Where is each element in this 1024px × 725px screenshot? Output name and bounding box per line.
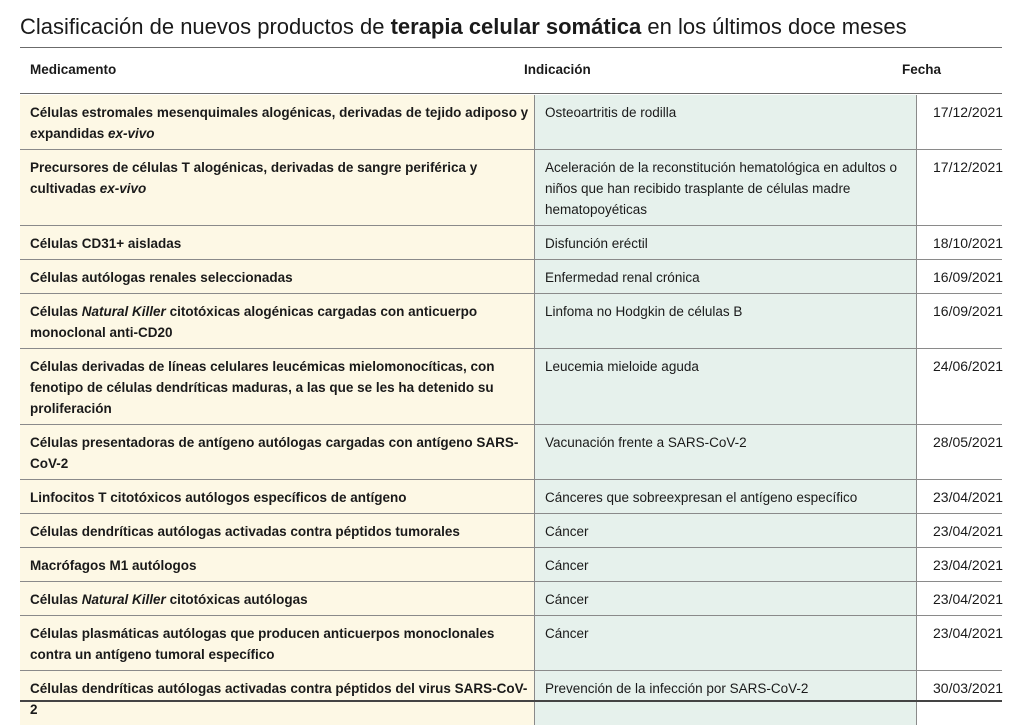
fecha-cell: 23/04/2021 <box>917 548 1003 582</box>
medicamento-text: Linfocitos T citotóxicos autólogos específicos de antígeno <box>30 490 407 505</box>
table-body <box>20 95 1002 725</box>
table-row <box>20 425 1002 480</box>
table-row <box>20 150 1002 226</box>
medicamento-text: Células dendríticas autólogas activadas contra péptidos tumorales <box>30 524 460 539</box>
medicamento-cell <box>20 425 535 480</box>
bottom-rule <box>20 700 1002 702</box>
indicacion-cell: Leucemia mieloide aguda <box>535 349 917 425</box>
fecha-cell: 28/05/2021 <box>917 425 1003 480</box>
header-rule <box>20 93 1002 94</box>
medicamento-text: Células presentadoras de antígeno autólogas cargadas con antígeno SARS-CoV-2 <box>30 435 518 471</box>
title-part2: en los últimos doce meses <box>641 14 906 39</box>
medicamento-cell <box>20 150 535 226</box>
medicamento-text: Células <box>30 304 82 319</box>
fecha-cell: 23/04/2021 <box>917 616 1003 671</box>
table-row <box>20 294 1002 349</box>
medicamento-cell <box>20 616 535 671</box>
indicacion-cell: Cáncer <box>535 548 917 582</box>
medicamento-cell <box>20 294 535 349</box>
indicacion-cell: Cáncer <box>535 616 917 671</box>
indicacion-cell: Disfunción eréctil <box>535 226 917 260</box>
medicamento-text: Células estromales mesenquimales alogénicas, derivadas de tejido adiposo y expandidas <box>30 105 528 141</box>
indicacion-cell: Linfoma no Hodgkin de células B <box>535 294 917 349</box>
medicamento-text: Células plasmáticas autólogas que producen anticuerpos monoclonales contra un antígeno tumoral específico <box>30 626 494 662</box>
medicamento-text: Células derivadas de líneas celulares leucémicas mielomonocíticas, con fenotipo de células dendríticas maduras, a las que se les ha detenido su proliferación <box>30 359 494 416</box>
table-row <box>20 226 1002 260</box>
fecha-cell: 24/06/2021 <box>917 349 1003 425</box>
fecha-cell: 17/12/2021 <box>917 95 1003 150</box>
medicamento-cell <box>20 95 535 150</box>
indicacion-cell: Enfermedad renal crónica <box>535 260 917 294</box>
table-row <box>20 671 1002 725</box>
fecha-cell: 23/04/2021 <box>917 514 1003 548</box>
header-indicacion: Indicación <box>524 62 591 77</box>
medicamento-cell <box>20 514 535 548</box>
indicacion-cell: Aceleración de la reconstitución hematológica en adultos o niños que han recibido trasplante de células madre hematopoyéticas <box>535 150 917 226</box>
header-fecha: Fecha <box>902 62 941 77</box>
table-row <box>20 514 1002 548</box>
top-rule <box>20 47 1002 48</box>
medicamento-cell <box>20 671 535 725</box>
medicamento-text: citotóxicas autólogas <box>166 592 308 607</box>
medicamento-cell <box>20 226 535 260</box>
medicamento-text: ex-vivo <box>108 126 155 141</box>
table-row <box>20 548 1002 582</box>
table-row <box>20 260 1002 294</box>
medicamento-cell <box>20 349 535 425</box>
table-row <box>20 95 1002 150</box>
medicamento-text: ex-vivo <box>100 181 147 196</box>
table-row <box>20 582 1002 616</box>
medicamento-text: Macrófagos M1 autólogos <box>30 558 197 573</box>
fecha-cell: 16/09/2021 <box>917 294 1003 349</box>
medicamento-text: Células dendríticas autólogas activadas contra péptidos del virus SARS-CoV-2 <box>30 681 527 717</box>
title-part1: Clasificación de nuevos productos de <box>20 14 391 39</box>
fecha-cell: 17/12/2021 <box>917 150 1003 226</box>
medicamento-cell <box>20 548 535 582</box>
fecha-cell: 18/10/2021 <box>917 226 1003 260</box>
indicacion-cell: Cáncer <box>535 514 917 548</box>
medicamento-text: Precursores de células T alogénicas, derivadas de sangre periférica y cultivadas <box>30 160 477 196</box>
medicamento-text: Células <box>30 592 82 607</box>
products-table <box>20 95 1002 725</box>
medicamento-text: Células autólogas renales seleccionadas <box>30 270 293 285</box>
title-bold: terapia celular somática <box>391 14 642 39</box>
indicacion-cell: Vacunación frente a SARS-CoV-2 <box>535 425 917 480</box>
medicamento-text: Células CD31+ aisladas <box>30 236 181 251</box>
indicacion-cell: Osteoartritis de rodilla <box>535 95 917 150</box>
fecha-cell: 30/03/2021 <box>917 671 1003 725</box>
medicamento-cell <box>20 260 535 294</box>
medicamento-cell <box>20 480 535 514</box>
indicacion-cell: Cánceres que sobreexpresan el antígeno específico <box>535 480 917 514</box>
medicamento-text: citotóxicas alogénicas cargadas con anticuerpo monoclonal anti-CD20 <box>30 304 477 340</box>
header-medicamento: Medicamento <box>30 62 116 77</box>
indicacion-cell: Cáncer <box>535 582 917 616</box>
medicamento-text: Natural Killer <box>82 592 166 607</box>
table-row <box>20 480 1002 514</box>
fecha-cell: 23/04/2021 <box>917 582 1003 616</box>
table-row <box>20 349 1002 425</box>
fecha-cell: 16/09/2021 <box>917 260 1003 294</box>
page-title <box>20 12 1010 42</box>
indicacion-cell: Prevención de la infección por SARS-CoV-2 <box>535 671 917 725</box>
table-row <box>20 616 1002 671</box>
medicamento-cell <box>20 582 535 616</box>
fecha-cell: 23/04/2021 <box>917 480 1003 514</box>
medicamento-text: Natural Killer <box>82 304 166 319</box>
